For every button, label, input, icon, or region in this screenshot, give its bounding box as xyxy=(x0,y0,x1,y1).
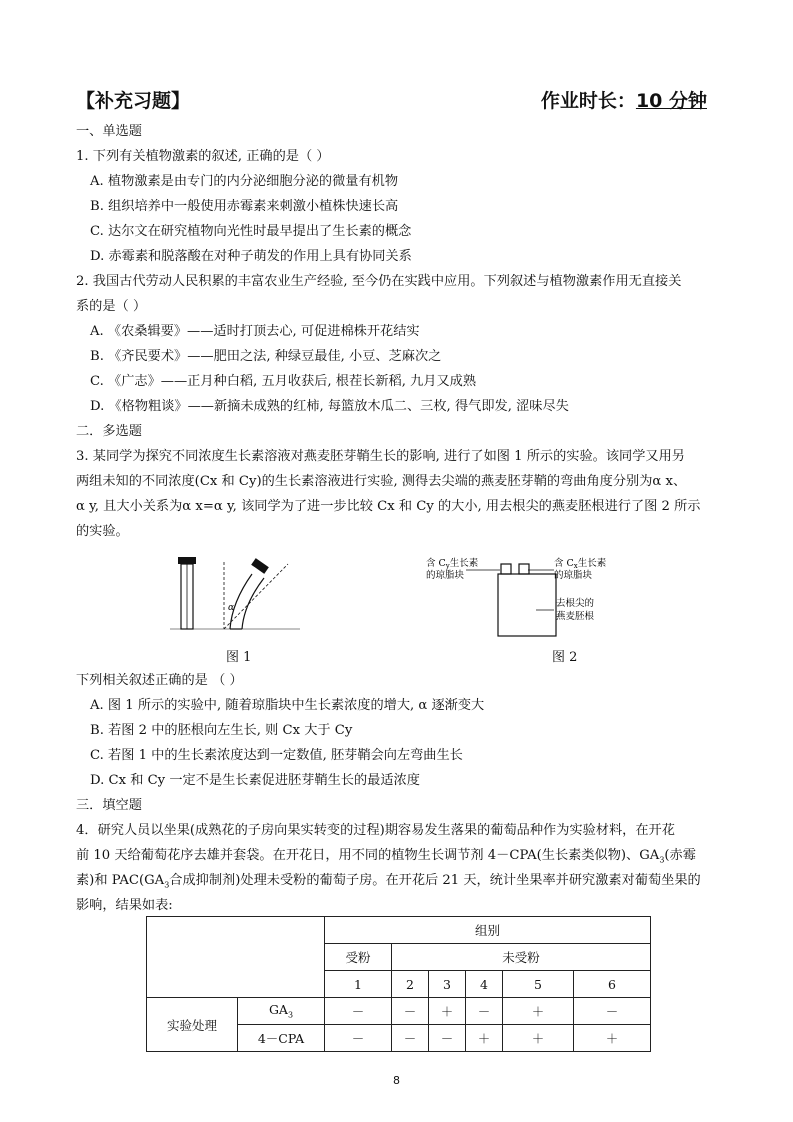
agar-block-upright xyxy=(178,557,196,564)
table-header-group: 组别 xyxy=(325,917,651,944)
bend-reference-line xyxy=(224,564,288,629)
q3-stem-line4: 的实验。 xyxy=(76,524,129,539)
table-cell: ＋ xyxy=(503,1025,574,1052)
q2-stem-line1: 2. 我国古代劳动人民积累的丰富农业生产经验, 至今仍在实践中应用。下列叙述与植物激素作用无直接关 xyxy=(76,274,682,289)
q4-line1: 4．研究人员以坐果(成熟花的子房向果实转变的过程)期容易发生落果的葡萄品种作为实验材料，在开花 xyxy=(76,823,675,838)
q1-option-b: B. 组织培养中一般使用赤霉素来刺激小植株快速长高 xyxy=(90,199,399,214)
q4-line4: 影响，结果如表: xyxy=(76,898,173,913)
q3-stem-line3: α y, 且大小关系为α x=α y, 该同学为了进一步比较 Cx 和 Cy 的大小, 用去根尖的燕麦胚根进行了图 2 所示 xyxy=(76,499,701,514)
table-cell: ＋ xyxy=(466,1025,503,1052)
q3-option-c: C. 若图 1 中的生长素浓度达到一定数值, 胚芽鞘会向左弯曲生长 xyxy=(90,748,463,763)
table-col-6: 6 xyxy=(574,971,651,998)
q3-option-b: B. 若图 2 中的胚根向左生长, 则 Cx 大于 Cy xyxy=(90,723,353,738)
table-cell: － xyxy=(392,1025,429,1052)
angle-alpha-label: α xyxy=(228,603,235,613)
table-col-3: 3 xyxy=(429,971,466,998)
agar-block-cx xyxy=(519,564,529,574)
agar-block-cy xyxy=(501,564,511,574)
table-cell: － xyxy=(325,998,392,1025)
section-multiple-choice: 二．多选题 xyxy=(76,424,142,439)
header-title: 【补充习题】 xyxy=(76,90,191,112)
q3-stem-line1: 3. 某同学为探究不同浓度生长素溶液对燕麦胚芽鞘生长的影响, 进行了如图 1 所示的实验。该同学又用另 xyxy=(76,449,685,464)
table-col-1: 1 xyxy=(325,971,392,998)
table-header-pollinated: 受粉 xyxy=(325,944,392,971)
q2-option-d: D. 《格物粗谈》——新摘未成熟的红柿, 每篮放木瓜二、三枚, 得气即发, 涩味尽失 xyxy=(90,399,569,414)
table-cell: ＋ xyxy=(503,998,574,1025)
q1-stem: 1. 下列有关植物激素的叙述, 正确的是（ ） xyxy=(76,149,330,164)
table-row2-label: 4－CPA xyxy=(238,1025,325,1052)
table-cell: ＋ xyxy=(429,998,466,1025)
table-row1-label: $GA_3$ xyxy=(238,998,325,1025)
label-cy-line1: 含 $C_y$生长素 xyxy=(426,558,479,570)
figure-2-caption: 图 2 xyxy=(552,650,578,665)
table-col-4: 4 xyxy=(466,971,503,998)
table-cell: － xyxy=(429,1025,466,1052)
label-radicle-line1: 去根尖的 xyxy=(556,598,595,609)
q3-option-a: A. 图 1 所示的实验中, 随着琼脂块中生长素浓度的增大, α 逐渐变大 xyxy=(90,698,485,713)
q4-line2: 前 10 天给葡萄花序去雄并套袋。在开花日，用不同的植物生长调节剂 4－CPA(生长素类似物)、$GA_3$(赤霉 xyxy=(76,848,696,865)
radicle-body xyxy=(498,574,556,636)
coleoptile-bent-right-edge xyxy=(242,578,264,629)
results-table xyxy=(146,916,651,1052)
label-cx-line1: 含 $C_x$生长素 xyxy=(554,558,607,570)
q1-option-d: D. 赤霉素和脱落酸在对种子萌发的作用上具有协同关系 xyxy=(90,249,412,264)
table-cell: － xyxy=(392,998,429,1025)
table-col-2: 2 xyxy=(392,971,429,998)
q1-option-c: C. 达尔文在研究植物向光性时最早提出了生长素的概念 xyxy=(90,224,412,239)
header xyxy=(76,86,707,114)
table-cell: － xyxy=(574,998,651,1025)
table-header-unpollinated: 未受粉 xyxy=(392,944,651,971)
q4-line3: 素)和 $PAC(GA_3$合成抑制剂)处理未受粉的葡萄子房。在开花后 21 天，统计坐果率并研究激素对葡萄坐果的 xyxy=(76,873,701,890)
q2-option-b: B. 《齐民要术》——肥田之法, 种绿豆最佳, 小豆、芝麻次之 xyxy=(90,349,442,364)
label-cy-line2: 的琼脂块 xyxy=(426,570,465,581)
q1-option-a: A. 植物激素是由专门的内分泌细胞分泌的微量有机物 xyxy=(90,174,399,189)
table-corner xyxy=(147,917,325,998)
duration-value: 10 分钟 xyxy=(635,90,707,112)
q3-stem-line2: 两组未知的不同浓度(Cx 和 Cy)的生长素溶液进行实验, 测得去尖端的燕麦胚芽鞘的弯曲角度分别为α x、 xyxy=(76,474,687,489)
homework-duration xyxy=(541,86,707,113)
coleoptile-bent-left-edge xyxy=(230,574,252,629)
table-cell: － xyxy=(466,998,503,1025)
section-single-choice: 一、单选题 xyxy=(76,124,142,139)
q2-option-a: A. 《农桑辑要》——适时打顶去心, 可促进棉株开花结实 xyxy=(90,324,420,339)
section-fill-in: 三．填空题 xyxy=(76,798,142,813)
label-radicle-line2: 燕麦胚根 xyxy=(556,611,595,622)
agar-block-tilted xyxy=(251,558,269,574)
q2-option-c: C. 《广志》——正月种白稻, 五月收获后, 根茬长新稻, 九月又成熟 xyxy=(90,374,477,389)
figure-1-caption: 图 1 xyxy=(226,650,252,665)
table-cell: － xyxy=(325,1025,392,1052)
duration-label: 作业时长： xyxy=(540,90,636,112)
table-cell: ＋ xyxy=(574,1025,651,1052)
table-col-5: 5 xyxy=(503,971,574,998)
table-row-head: 实验处理 xyxy=(147,998,238,1052)
page-number: 8 xyxy=(393,1074,400,1087)
figure-2-radicle xyxy=(416,552,616,642)
q3-option-d: D. Cx 和 Cy 一定不是生长素促进胚芽鞘生长的最适浓度 xyxy=(90,773,420,788)
figure-1-coleoptile xyxy=(170,552,305,632)
q3-question: 下列相关叙述正确的是 （ ） xyxy=(76,673,243,688)
label-cx-line2: 的琼脂块 xyxy=(554,570,593,581)
q2-stem-line2: 系的是（ ） xyxy=(76,299,147,314)
